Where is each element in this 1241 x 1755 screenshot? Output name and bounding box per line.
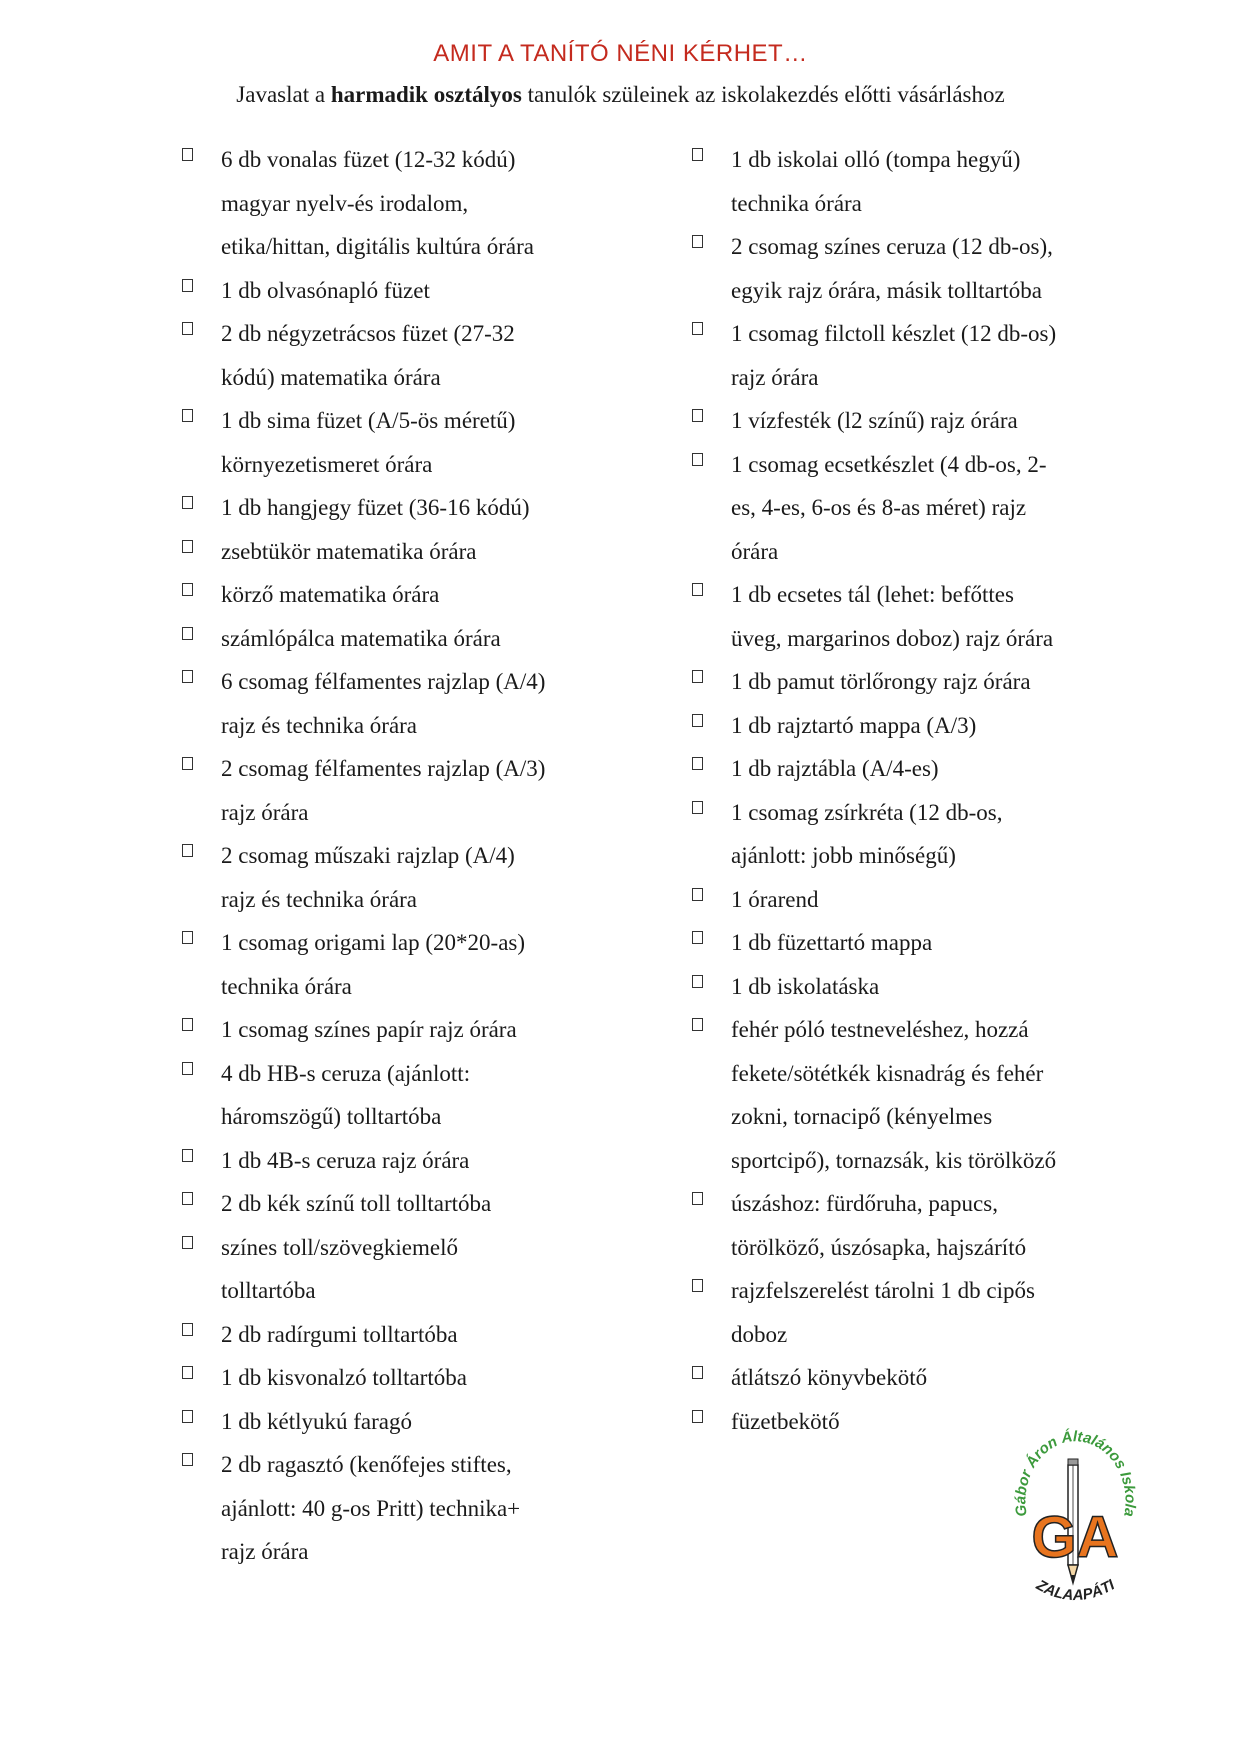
checklist-item-line: 1 db iskolatáska: [731, 973, 880, 999]
checklist-item-line: 1 db kisvonalzó tolltartóba: [221, 1365, 467, 1390]
checklist-item-line: számlópálca matematika órára: [221, 625, 501, 651]
checklist-item-line: technika órára: [731, 190, 862, 216]
checklist-item: [182, 1356, 602, 1400]
checklist-item: [182, 486, 602, 530]
school-logo: [1008, 1425, 1143, 1630]
checklist-item-line: 1 db 4B-s ceruza rajz órára: [221, 1147, 470, 1173]
checklist-item: [692, 965, 1112, 1009]
checklist-item-line: rajz órára: [731, 364, 819, 390]
checkbox-icon[interactable]: [182, 1453, 193, 1466]
checkbox-icon[interactable]: [182, 1149, 193, 1162]
checkbox-icon[interactable]: [182, 931, 193, 944]
checklist-item-line: etika/hittan, digitális kultúra órára: [221, 234, 534, 259]
checklist-item-line: 1 db füzettartó mappa: [731, 930, 933, 955]
checklist-item-line: 1 db rajztartó mappa (A/3): [731, 712, 977, 738]
checklist-item: [692, 225, 1112, 312]
checklist-item-text: [731, 1182, 1112, 1269]
checklist-item-line: 2 csomag műszaki rajzlap (A/4): [221, 843, 515, 868]
checklist-item: [182, 530, 602, 574]
checkbox-icon[interactable]: [692, 757, 703, 770]
checklist-item-line: rajzfelszerelést tárolni 1 db cipős: [731, 1278, 1035, 1303]
checklist-item-line: 2 csomag félfamentes rajzlap (A/3): [221, 756, 546, 781]
checkbox-icon[interactable]: [692, 1018, 703, 1031]
checklist-item: [692, 660, 1112, 704]
checklist-item-line: 1 db kétlyukú faragó: [221, 1408, 412, 1434]
logo-school-name: Gábor Áron Általános Iskola: [1012, 1428, 1139, 1518]
checklist-item-line: 1 csomag origami lap (20*20-as): [221, 930, 526, 955]
checklist-item-line: ajánlott: 40 g-os Pritt) technika+: [221, 1495, 521, 1521]
checklist-item: [692, 1182, 1112, 1269]
checklist-item: [182, 312, 602, 399]
checklist-item: [182, 1008, 602, 1052]
checkbox-icon[interactable]: [182, 1236, 193, 1249]
checklist-item: [182, 921, 602, 1008]
checklist-item-line: egyik rajz órára, másik tolltartóba: [731, 277, 1043, 303]
checklist-item-text: [731, 573, 1112, 660]
checkbox-icon[interactable]: [692, 1279, 703, 1292]
checklist-item-line: doboz: [731, 1321, 788, 1347]
checklist-item: [692, 1008, 1112, 1182]
checklist-item-line: háromszögű) tolltartóba: [221, 1104, 442, 1129]
checkbox-icon[interactable]: [692, 235, 703, 248]
checklist-item-line: színes toll/szövegkiemelő: [221, 1234, 458, 1260]
checklist-item-text: [221, 1226, 602, 1313]
checkbox-icon[interactable]: [692, 1410, 703, 1423]
checklist-item-line: 1 csomag ecsetkészlet (4 db-os, 2-: [731, 451, 1047, 477]
checkbox-icon[interactable]: [692, 801, 703, 814]
checklist-item: [182, 1443, 602, 1574]
checklist-item-text: [731, 1356, 1112, 1400]
checkbox-icon[interactable]: [692, 1192, 703, 1205]
checklist-item-text: [731, 791, 1112, 878]
checklist-item: [692, 747, 1112, 791]
checklist-item-line: 1 db pamut törlőrongy rajz órára: [731, 669, 1031, 694]
checkbox-icon[interactable]: [692, 453, 703, 466]
checklist-item-text: [221, 312, 602, 399]
checkbox-icon[interactable]: [692, 322, 703, 335]
checklist-item-text: [221, 1139, 602, 1183]
checklist-item-text: [221, 138, 602, 269]
checklist-item: [182, 573, 602, 617]
checklist-item-line: technika órára: [221, 973, 352, 999]
checkbox-icon[interactable]: [692, 148, 703, 161]
checklist-item: [182, 1400, 602, 1444]
checklist-item: [182, 1226, 602, 1313]
checkbox-icon[interactable]: [692, 583, 703, 596]
checklist-item-text: [731, 704, 1112, 748]
logo-town: ZALAAPÁTI: [1033, 1576, 1118, 1605]
checklist-item: [692, 399, 1112, 443]
checklist-item: [182, 834, 602, 921]
checklist-item-line: fehér póló testneveléshez, hozzá: [731, 1017, 1029, 1042]
checklist-item-line: kódú) matematika órára: [221, 364, 441, 390]
checklist-item-line: 1 db sima füzet (A/5-ös méretű): [221, 408, 516, 433]
checklist-item-line: úszáshoz: fürdőruha, papucs,: [731, 1191, 998, 1216]
checklist-item-line: üveg, margarinos doboz) rajz órára: [731, 625, 1054, 651]
checklist-item: [692, 921, 1112, 965]
checklist-item-line: átlátszó könyvbekötő: [731, 1365, 928, 1390]
checklist-item-text: [731, 312, 1112, 399]
checkbox-icon[interactable]: [692, 409, 703, 422]
checklist-item-line: magyar nyelv-és irodalom,: [221, 190, 469, 216]
checklist-item-line: 2 db kék színű toll tolltartóba: [221, 1191, 492, 1216]
checklist-item-line: 1 csomag filctoll készlet (12 db-os): [731, 321, 1057, 346]
checklist-item-line: fekete/sötétkék kisnadrág és fehér: [731, 1060, 1044, 1086]
checklist-item-text: [221, 573, 602, 617]
checklist-item-line: 1 órarend: [731, 886, 819, 912]
checklist-item-line: 6 csomag félfamentes rajzlap (A/4): [221, 669, 546, 694]
checklist-item-line: 6 db vonalas füzet (12-32 kódú): [221, 147, 516, 172]
checklist-item-text: [731, 921, 1112, 965]
checklist-item: [182, 1313, 602, 1357]
checklist-item-line: rajz és technika órára: [221, 712, 418, 738]
checklist-item-line: 2 db ragasztó (kenőfejes stiftes,: [221, 1452, 512, 1477]
checklist-item-text: [221, 269, 602, 313]
checklist-item-text: [731, 443, 1112, 574]
checklist-item: [182, 747, 602, 834]
checklist-item-text: [731, 878, 1112, 922]
checklist-item: [182, 269, 602, 313]
checklist-item-line: zsebtükör matematika órára: [221, 538, 477, 564]
checklist-item: [692, 878, 1112, 922]
checklist-item-line: órára: [731, 538, 779, 564]
checklist-item-text: [221, 486, 602, 530]
checkbox-icon[interactable]: [182, 148, 193, 161]
checklist-item-line: zokni, tornacipő (kényelmes: [731, 1104, 993, 1129]
checkbox-icon[interactable]: [692, 1366, 703, 1379]
checklist-item: [692, 1356, 1112, 1400]
checkbox-icon[interactable]: [182, 1018, 193, 1031]
checklist-item-text: [221, 399, 602, 486]
checklist-item-line: 1 db rajztábla (A/4-es): [731, 756, 939, 781]
checklist-item-line: környezetismeret órára: [221, 451, 433, 477]
checklist-item-line: tolltartóba: [221, 1278, 316, 1303]
checkbox-icon[interactable]: [182, 1323, 193, 1336]
checklist-item: [182, 617, 602, 661]
checklist-item: [692, 791, 1112, 878]
checklist-item-text: [221, 660, 602, 747]
checklist-item: [182, 660, 602, 747]
checklist-item-text: [221, 921, 602, 1008]
checklist-item-line: 1 db olvasónapló füzet: [221, 277, 430, 303]
checklist-item-line: rajz órára: [221, 1539, 309, 1564]
checkbox-icon[interactable]: [692, 888, 703, 901]
checklist-item-line: 4 db HB-s ceruza (ajánlott:: [221, 1060, 471, 1086]
checklist-item-text: [731, 965, 1112, 1009]
checkbox-icon[interactable]: [182, 1062, 193, 1075]
checklist-item-line: 1 db hangjegy füzet (36-16 kódú): [221, 495, 530, 520]
checkbox-icon[interactable]: [182, 757, 193, 770]
checklist-item-line: 1 db iskolai olló (tompa hegyű): [731, 147, 1021, 172]
document-subtitle: Javaslat a harmadik osztályos tanulók szüleinek az iskolakezdés előtti vásárláshoz: [236, 82, 1005, 107]
checklist-item-line: 2 db radírgumi tolltartóba: [221, 1321, 458, 1347]
checkbox-icon[interactable]: [182, 1366, 193, 1379]
checkbox-icon[interactable]: [692, 670, 703, 683]
checkbox-icon[interactable]: [182, 670, 193, 683]
checklist-item-text: [731, 747, 1112, 791]
checklist-item: [692, 443, 1112, 574]
checkbox-icon[interactable]: [182, 409, 193, 422]
checklist-item-text: [221, 530, 602, 574]
checklist-item-line: 2 db négyzetrácsos füzet (27-32: [221, 321, 515, 346]
checkbox-icon[interactable]: [182, 540, 193, 553]
checklist-item: [182, 1139, 602, 1183]
checklist-item-text: [221, 1313, 602, 1357]
checklist-item: [182, 1052, 602, 1139]
checkbox-icon[interactable]: [692, 931, 703, 944]
checklist-item-text: [731, 225, 1112, 312]
checklist-item: [182, 138, 602, 269]
right-checklist: [692, 138, 1112, 1443]
checkbox-icon[interactable]: [692, 714, 703, 727]
checklist-item: [692, 312, 1112, 399]
checklist-item: [692, 1269, 1112, 1356]
checklist-item-text: [221, 1356, 602, 1400]
checklist-item-line: füzetbekötő: [731, 1408, 840, 1434]
checkbox-icon[interactable]: [182, 844, 193, 857]
checklist-item-text: [731, 1269, 1112, 1356]
checklist-item-text: [221, 617, 602, 661]
checklist-item: [692, 573, 1112, 660]
checklist-item-text: [221, 1052, 602, 1139]
checklist-item-text: [221, 1008, 602, 1052]
checklist-item-text: [731, 660, 1112, 704]
checkbox-icon[interactable]: [182, 496, 193, 509]
checklist-item-line: törölköző, úszósapka, hajszárító: [731, 1234, 1027, 1260]
checklist-item-line: rajz és technika órára: [221, 886, 418, 912]
checkbox-icon[interactable]: [692, 975, 703, 988]
checklist-item-text: [221, 834, 602, 921]
checklist-item-text: [731, 138, 1112, 225]
svg-text:ZALAAPÁTI: [1033, 1576, 1119, 1604]
checklist-item-text: [731, 1008, 1112, 1182]
checklist-item: [182, 399, 602, 486]
checklist-item-line: körző matematika órára: [221, 582, 440, 607]
checkbox-icon[interactable]: [182, 583, 193, 596]
checklist-item-line: ajánlott: jobb minőségű): [731, 843, 956, 868]
checklist-item-line: 2 csomag színes ceruza (12 db-os),: [731, 234, 1053, 259]
left-checklist: [182, 138, 602, 1574]
checklist-item-line: 1 csomag színes papír rajz órára: [221, 1017, 517, 1042]
checkbox-icon[interactable]: [182, 1410, 193, 1423]
checkbox-icon[interactable]: [182, 627, 193, 640]
checklist-item-text: [221, 1443, 602, 1574]
checkbox-icon[interactable]: [182, 279, 193, 292]
checklist-item-line: 1 csomag zsírkréta (12 db-os,: [731, 799, 1003, 825]
checklist-item-line: 1 vízfesték (l2 színű) rajz órára: [731, 408, 1018, 433]
checklist-item-text: [221, 1182, 602, 1226]
checklist-item-text: [221, 1400, 602, 1444]
logo-monogram: GA: [1031, 1505, 1119, 1570]
checkbox-icon[interactable]: [182, 322, 193, 335]
checklist-item-line: sportcipő), tornazsák, kis törölköző: [731, 1147, 1057, 1173]
document-title: AMIT A TANÍTÓ NÉNI KÉRHET…: [433, 40, 808, 67]
checklist-item: [692, 138, 1112, 225]
checklist-item-line: 1 db ecsetes tál (lehet: befőttes: [731, 582, 1014, 607]
checklist-item: [182, 1182, 602, 1226]
checklist-item-line: es, 4-es, 6-os és 8-as méret) rajz: [731, 495, 1027, 520]
checklist-item-text: [731, 399, 1112, 443]
checklist-item-text: [221, 747, 602, 834]
checklist-item-line: rajz órára: [221, 799, 309, 825]
checkbox-icon[interactable]: [182, 1192, 193, 1205]
checklist-item: [692, 704, 1112, 748]
